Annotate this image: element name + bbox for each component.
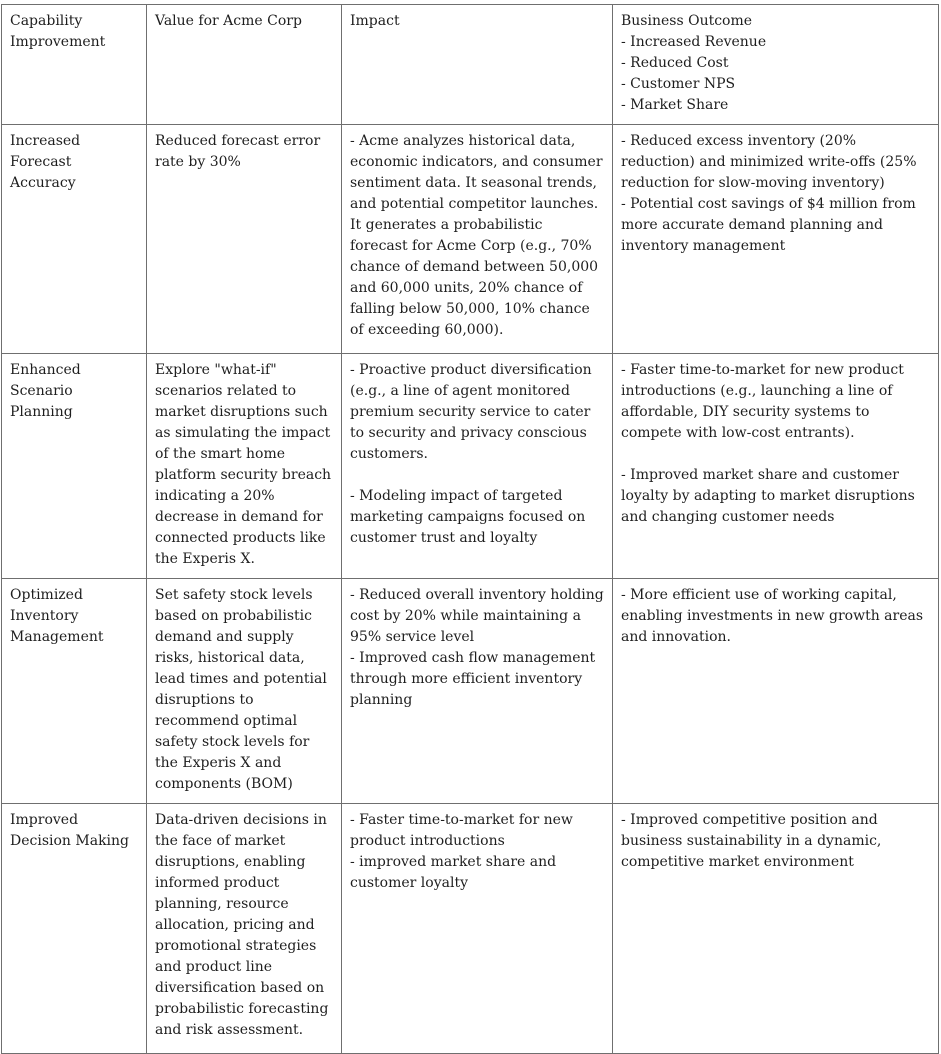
table-header-row xyxy=(2,5,939,125)
header-capability-improvement: Capability Improvement xyxy=(2,5,147,125)
cell-outcome: - Faster time-to-market for new product introductions (e.g., launching a line of affordable, DIY security systems to compete with low-cost entrants). - Improved market share and customer loyalty by adapting to market disruptions and changing customer needs xyxy=(613,354,939,579)
cell-capability: Improved Decision Making xyxy=(2,804,147,1054)
cell-capability: Increased Forecast Accuracy xyxy=(2,125,147,354)
cell-outcome: - Improved competitive position and business sustainability in a dynamic, competitive market environment xyxy=(613,804,939,1054)
cell-capability: Optimized Inventory Management xyxy=(2,579,147,804)
cell-outcome: - More efficient use of working capital, enabling investments in new growth areas and innovation. xyxy=(613,579,939,804)
header-business-outcome: Business Outcome - Increased Revenue - Reduced Cost - Customer NPS - Market Share xyxy=(613,5,939,125)
cell-value: Reduced forecast error rate by 30% xyxy=(147,125,342,354)
cell-value: Set safety stock levels based on probabilistic demand and supply risks, historical data, lead times and potential disruptions to recommend optimal safety stock levels for the Experis X and components (BOM) xyxy=(147,579,342,804)
header-value-for-acme: Value for Acme Corp xyxy=(147,5,342,125)
cell-impact: - Reduced overall inventory holding cost by 20% while maintaining a 95% service level - Improved cash flow management through more efficient inventory planning xyxy=(342,579,613,804)
table-row xyxy=(2,354,939,579)
table-row xyxy=(2,125,939,354)
cell-value: Explore "what-if" scenarios related to market disruptions such as simulating the impact of the smart home platform security breach indicating a 20% decrease in demand for connected products like the Experis X. xyxy=(147,354,342,579)
capability-table xyxy=(1,4,939,1054)
cell-value: Data-driven decisions in the face of market disruptions, enabling informed product planning, resource allocation, pricing and promotional strategies and product line diversification based on probabilistic forecasting and risk assessment. xyxy=(147,804,342,1054)
cell-impact: - Proactive product diversification (e.g., a line of agent monitored premium security service to cater to security and privacy conscious customers. - Modeling impact of targeted marketing campaigns focused on customer trust and loyalty xyxy=(342,354,613,579)
cell-capability: Enhanced Scenario Planning xyxy=(2,354,147,579)
cell-impact: - Faster time-to-market for new product introductions - improved market share and customer loyalty xyxy=(342,804,613,1054)
header-impact: Impact xyxy=(342,5,613,125)
cell-outcome: - Reduced excess inventory (20% reduction) and minimized write-offs (25% reduction for slow-moving inventory) - Potential cost savings of $4 million from more accurate demand planning and inventory management xyxy=(613,125,939,354)
table-row xyxy=(2,804,939,1054)
cell-impact: - Acme analyzes historical data, economic indicators, and consumer sentiment data. It seasonal trends, and potential competitor launches. It generates a probabilistic forecast for Acme Corp (e.g., 70% chance of demand between 50,000 and 60,000 units, 20% chance of falling below 50,000, 10% chance of exceeding 60,000). xyxy=(342,125,613,354)
table-row xyxy=(2,579,939,804)
